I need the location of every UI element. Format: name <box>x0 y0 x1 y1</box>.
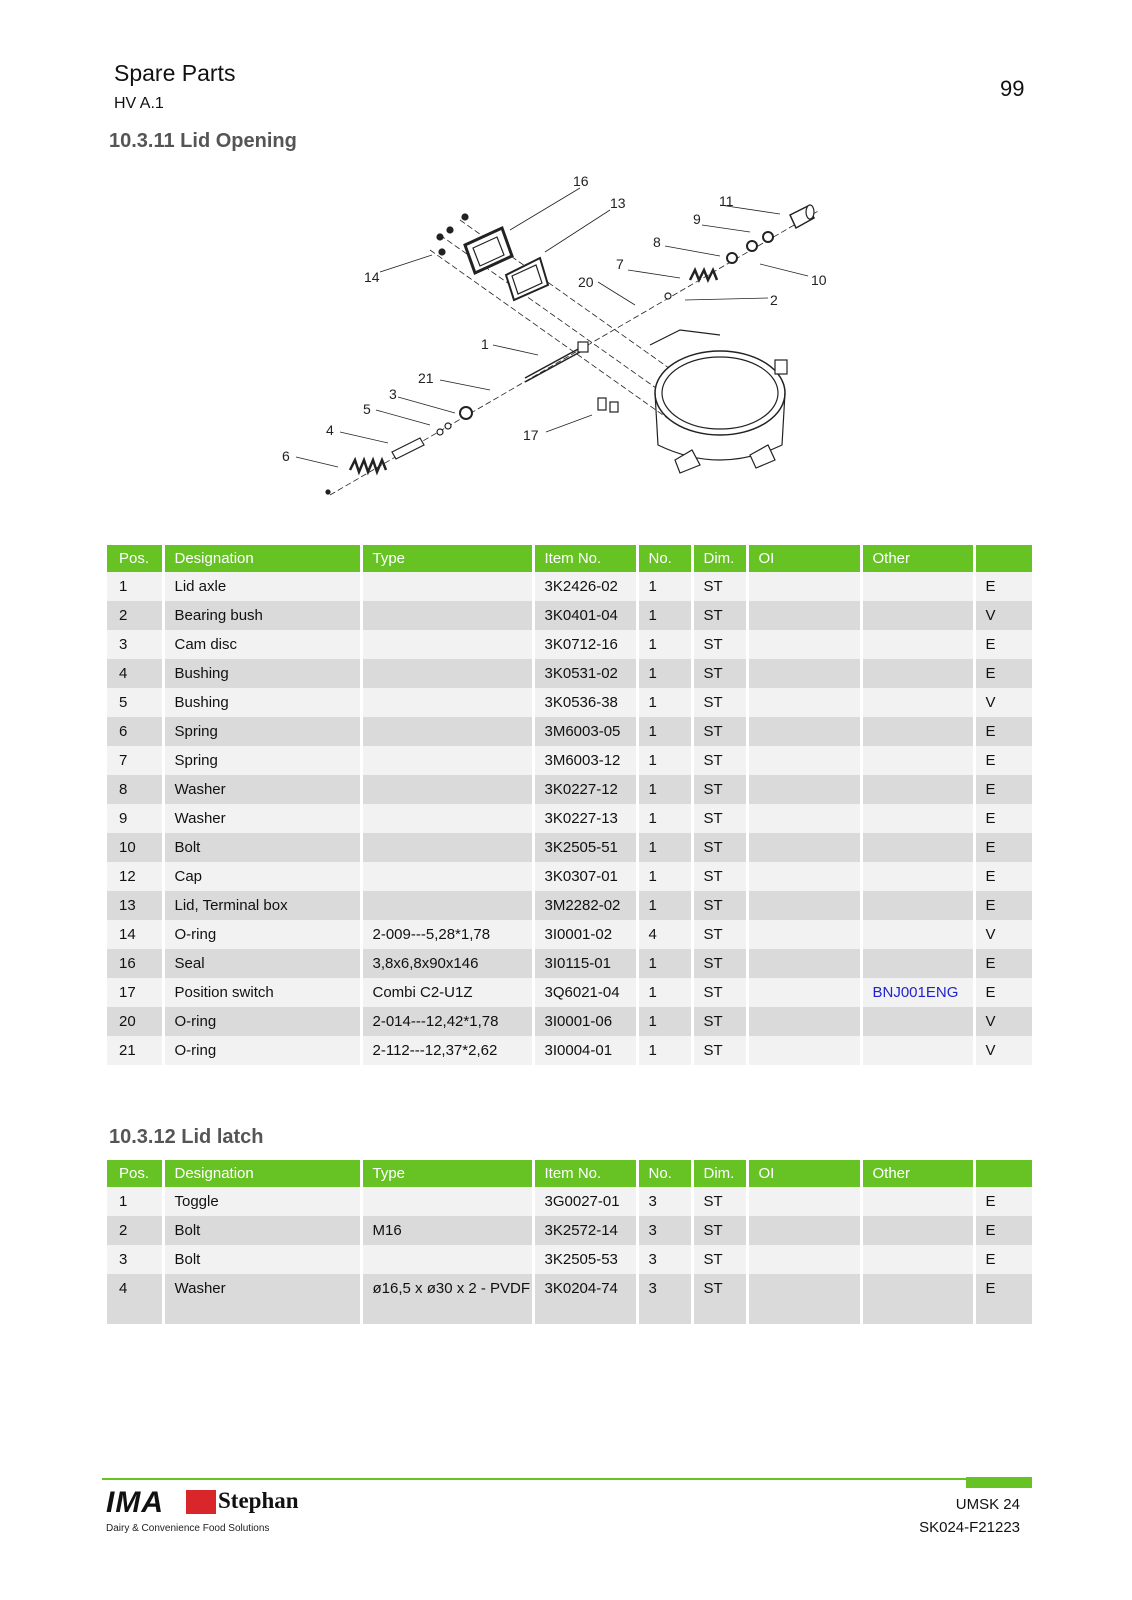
table-cell <box>747 1007 861 1036</box>
parts-table-lid-opening <box>107 545 1032 1065</box>
table-cell: 3K0712-16 <box>533 630 637 659</box>
table-cell: ST <box>692 746 747 775</box>
table-cell: ST <box>692 949 747 978</box>
table-cell: Cap <box>163 862 361 891</box>
table-row <box>107 949 1032 978</box>
table-cell: ST <box>692 804 747 833</box>
table-cell: 17 <box>107 978 163 1007</box>
footer-doc-number: SK024-F21223 <box>919 1519 1020 1536</box>
callout-2: 2 <box>770 292 778 308</box>
table-cell: Spring <box>163 746 361 775</box>
table-cell: E <box>974 746 1032 775</box>
table-cell: 3K0531-02 <box>533 659 637 688</box>
table-cell: 3I0001-02 <box>533 920 637 949</box>
table-cell: E <box>974 833 1032 862</box>
table-cell <box>747 601 861 630</box>
column-header: Item No. <box>533 545 637 572</box>
table-cell: Cam disc <box>163 630 361 659</box>
table-cell: 3K0227-12 <box>533 775 637 804</box>
table-cell: V <box>974 601 1032 630</box>
table-cell <box>361 659 533 688</box>
callout-10: 10 <box>811 272 827 288</box>
table-cell: 12 <box>107 862 163 891</box>
table-cell <box>361 688 533 717</box>
column-header: OI <box>747 1160 861 1187</box>
callout-16: 16 <box>573 173 589 189</box>
column-header: OI <box>747 545 861 572</box>
callout-3: 3 <box>389 386 397 402</box>
table-cell <box>861 1187 974 1216</box>
table-cell <box>361 1187 533 1216</box>
table-row <box>107 1187 1032 1216</box>
table-cell: V <box>974 920 1032 949</box>
table-row <box>107 804 1032 833</box>
table-cell <box>747 1245 861 1274</box>
table-cell: E <box>974 572 1032 601</box>
table-cell <box>361 833 533 862</box>
table-row <box>107 1007 1032 1036</box>
table-row <box>107 920 1032 949</box>
table-cell: Combi C2-U1Z <box>361 978 533 1007</box>
table-cell: 3G0027-01 <box>533 1187 637 1216</box>
table-cell: ST <box>692 688 747 717</box>
table-cell: 3M2282-02 <box>533 891 637 920</box>
table-cell: Lid axle <box>163 572 361 601</box>
table-cell: E <box>974 978 1032 1007</box>
table-cell <box>747 688 861 717</box>
table-cell: 7 <box>107 746 163 775</box>
table-cell: E <box>974 862 1032 891</box>
page-number: 99 <box>1000 76 1025 101</box>
table-cell <box>747 717 861 746</box>
table-cell: ST <box>692 717 747 746</box>
table-cell: 9 <box>107 804 163 833</box>
table-cell: E <box>974 775 1032 804</box>
ima-stephan-logo <box>106 1486 299 1536</box>
table-cell: 1 <box>637 746 692 775</box>
column-header: Dim. <box>692 1160 747 1187</box>
table-cell <box>361 1245 533 1274</box>
table-cell: 21 <box>107 1036 163 1065</box>
table-cell <box>861 1036 974 1065</box>
table-cell <box>861 601 974 630</box>
callout-13: 13 <box>610 195 626 211</box>
table-cell: 3 <box>637 1245 692 1274</box>
table-cell: Position switch <box>163 978 361 1007</box>
table-cell: 3I0001-06 <box>533 1007 637 1036</box>
table-cell: ST <box>692 1036 747 1065</box>
footer-doc-code: UMSK 24 <box>955 1496 1020 1513</box>
table-cell <box>861 1245 974 1274</box>
table-cell: ST <box>692 630 747 659</box>
callout-7: 7 <box>616 256 624 272</box>
logo-red-slash <box>186 1490 216 1514</box>
table-cell: E <box>974 630 1032 659</box>
table-cell: Bushing <box>163 688 361 717</box>
table-cell: 1 <box>637 978 692 1007</box>
table-cell: 3 <box>107 630 163 659</box>
table-cell <box>861 1216 974 1245</box>
table-cell: Bearing bush <box>163 601 361 630</box>
table-cell <box>861 833 974 862</box>
column-header: Designation <box>163 545 361 572</box>
table-cell: 1 <box>637 601 692 630</box>
column-header: Other <box>861 1160 974 1187</box>
table-cell <box>747 891 861 920</box>
header-title: Spare Parts <box>114 60 236 86</box>
logo-ima-mark: IMA <box>106 1486 164 1519</box>
table-cell: V <box>974 1036 1032 1065</box>
table-row <box>107 891 1032 920</box>
table-row <box>107 775 1032 804</box>
table-cell: 4 <box>107 659 163 688</box>
table-row <box>107 1274 1032 1324</box>
table-row <box>107 1216 1032 1245</box>
table-cell: 1 <box>637 862 692 891</box>
table-cell: 3K2505-53 <box>533 1245 637 1274</box>
table-cell: 2-009---5,28*1,78 <box>361 920 533 949</box>
callout-8: 8 <box>653 234 661 250</box>
table-cell <box>861 862 974 891</box>
table-cell: Bolt <box>163 1245 361 1274</box>
table-cell: ST <box>692 1187 747 1216</box>
table-cell: M16 <box>361 1216 533 1245</box>
table-cell: ST <box>692 1274 747 1324</box>
table-cell: E <box>974 1187 1032 1216</box>
table-cell <box>747 920 861 949</box>
table-cell: 3K0536-38 <box>533 688 637 717</box>
table-cell: 4 <box>637 920 692 949</box>
table-cell: ø16,5 x ø30 x 2 - PVDF <box>361 1274 533 1324</box>
table-row <box>107 1036 1032 1065</box>
table-row <box>107 833 1032 862</box>
table-cell: 2-014---12,42*1,78 <box>361 1007 533 1036</box>
table-cell <box>747 1274 861 1324</box>
doc-reference-link[interactable]: BNJ001ENG <box>861 978 974 1007</box>
table-cell <box>861 891 974 920</box>
table-row <box>107 601 1032 630</box>
table-cell: Seal <box>163 949 361 978</box>
table-cell: ST <box>692 1245 747 1274</box>
callout-17: 17 <box>523 427 539 443</box>
logo-stephan-mark: Stephan <box>218 1488 299 1513</box>
table-cell: 16 <box>107 949 163 978</box>
table-cell <box>361 891 533 920</box>
table-cell: 13 <box>107 891 163 920</box>
table-cell: Toggle <box>163 1187 361 1216</box>
table-cell <box>361 862 533 891</box>
table-row <box>107 688 1032 717</box>
table-cell: 1 <box>637 717 692 746</box>
table-cell: ST <box>692 891 747 920</box>
table-cell: ST <box>692 659 747 688</box>
column-header: Pos. <box>107 545 163 572</box>
table-cell: ST <box>692 1007 747 1036</box>
section-heading-lid-opening: 10.3.11 Lid Opening <box>109 130 297 152</box>
table-cell <box>861 630 974 659</box>
table-cell <box>361 717 533 746</box>
table-row <box>107 862 1032 891</box>
logo-tagline: Dairy & Convenience Food Solutions <box>106 1523 270 1534</box>
table-cell: 3 <box>637 1187 692 1216</box>
table-cell: 3I0115-01 <box>533 949 637 978</box>
table-cell: 1 <box>107 1187 163 1216</box>
column-header: No. <box>637 545 692 572</box>
table-cell: Washer <box>163 804 361 833</box>
table-cell: 3I0004-01 <box>533 1036 637 1065</box>
table-cell: Washer <box>163 1274 361 1324</box>
table-cell <box>747 949 861 978</box>
callout-4: 4 <box>326 422 334 438</box>
table-cell: 3 <box>637 1274 692 1324</box>
table-cell: O-ring <box>163 1036 361 1065</box>
callout-5: 5 <box>363 401 371 417</box>
table-cell: Lid, Terminal box <box>163 891 361 920</box>
parts-table-lid-latch <box>107 1160 1032 1324</box>
table-cell <box>747 775 861 804</box>
table-cell <box>747 978 861 1007</box>
column-header <box>974 1160 1032 1187</box>
table-cell <box>747 630 861 659</box>
table-cell: 20 <box>107 1007 163 1036</box>
column-header: Dim. <box>692 545 747 572</box>
table-cell: ST <box>692 920 747 949</box>
table-cell: 10 <box>107 833 163 862</box>
table-cell: 3K0227-13 <box>533 804 637 833</box>
table-cell <box>861 572 974 601</box>
table-cell <box>861 1007 974 1036</box>
table-cell: 3 <box>637 1216 692 1245</box>
table-cell: 1 <box>637 833 692 862</box>
table-cell <box>861 1274 974 1324</box>
table-cell: O-ring <box>163 1007 361 1036</box>
column-header: No. <box>637 1160 692 1187</box>
table-cell: 4 <box>107 1274 163 1324</box>
callout-14: 14 <box>364 269 380 285</box>
table-cell: 1 <box>637 1036 692 1065</box>
table-cell: 2 <box>107 1216 163 1245</box>
table-cell: 3K0401-04 <box>533 601 637 630</box>
column-header: Item No. <box>533 1160 637 1187</box>
table-row <box>107 978 1032 1007</box>
table-cell: 2 <box>107 601 163 630</box>
footer-divider <box>102 1478 1032 1480</box>
table-cell: 1 <box>637 688 692 717</box>
table-cell <box>861 804 974 833</box>
table-cell: E <box>974 1245 1032 1274</box>
table-cell: E <box>974 949 1032 978</box>
table-cell: ST <box>692 1216 747 1245</box>
section-heading-lid-latch: 10.3.12 Lid latch <box>109 1126 264 1148</box>
table-cell: ST <box>692 601 747 630</box>
table-row <box>107 746 1032 775</box>
table-cell: Spring <box>163 717 361 746</box>
table-cell <box>747 862 861 891</box>
column-header: Pos. <box>107 1160 163 1187</box>
table-cell: ST <box>692 775 747 804</box>
callout-21: 21 <box>418 370 434 386</box>
column-header <box>974 545 1032 572</box>
table-cell: 3Q6021-04 <box>533 978 637 1007</box>
table-cell: 14 <box>107 920 163 949</box>
table-cell: 3M6003-12 <box>533 746 637 775</box>
table-cell <box>861 746 974 775</box>
table-cell: ST <box>692 862 747 891</box>
footer-accent-tab <box>966 1477 1032 1488</box>
table-cell: E <box>974 1216 1032 1245</box>
table-row <box>107 659 1032 688</box>
exploded-view-diagram <box>280 170 860 520</box>
table-cell: 3K0204-74 <box>533 1274 637 1324</box>
table-cell: Bolt <box>163 833 361 862</box>
header-subtitle: HV A.1 <box>114 95 164 112</box>
table-header-row <box>107 545 1032 572</box>
callout-20: 20 <box>578 274 594 290</box>
table-cell: E <box>974 659 1032 688</box>
table-cell: 1 <box>637 659 692 688</box>
table-cell <box>361 804 533 833</box>
table-cell: V <box>974 1007 1032 1036</box>
table-cell: 6 <box>107 717 163 746</box>
table-cell: 3 <box>107 1245 163 1274</box>
table-cell: E <box>974 1274 1032 1324</box>
table-row <box>107 630 1032 659</box>
table-cell <box>861 920 974 949</box>
table-cell: 5 <box>107 688 163 717</box>
table-row <box>107 572 1032 601</box>
table-cell: ST <box>692 978 747 1007</box>
table-cell <box>861 659 974 688</box>
table-cell <box>747 804 861 833</box>
table-cell: E <box>974 717 1032 746</box>
table-cell: Bolt <box>163 1216 361 1245</box>
table-row <box>107 1245 1032 1274</box>
column-header: Other <box>861 545 974 572</box>
table-cell: Bushing <box>163 659 361 688</box>
table-row <box>107 717 1032 746</box>
table-cell <box>361 775 533 804</box>
table-cell: 1 <box>107 572 163 601</box>
table-cell <box>747 1187 861 1216</box>
table-cell: 2-112---12,37*2,62 <box>361 1036 533 1065</box>
callout-9: 9 <box>693 211 701 227</box>
table-cell: ST <box>692 833 747 862</box>
table-cell <box>361 746 533 775</box>
table-cell: 1 <box>637 630 692 659</box>
callout-11: 11 <box>719 193 734 209</box>
table-cell <box>747 572 861 601</box>
table-cell <box>747 833 861 862</box>
table-header-row <box>107 1160 1032 1187</box>
table-cell: 1 <box>637 1007 692 1036</box>
table-cell <box>861 949 974 978</box>
table-cell: 3K2572-14 <box>533 1216 637 1245</box>
table-cell: 3K2426-02 <box>533 572 637 601</box>
callout-1: 1 <box>481 336 489 352</box>
table-cell <box>747 1216 861 1245</box>
table-cell <box>747 746 861 775</box>
column-header: Type <box>361 1160 533 1187</box>
table-cell: 3K0307-01 <box>533 862 637 891</box>
table-cell: V <box>974 688 1032 717</box>
table-cell: 3M6003-05 <box>533 717 637 746</box>
table-cell <box>361 630 533 659</box>
table-cell: O-ring <box>163 920 361 949</box>
table-cell: Washer <box>163 775 361 804</box>
table-cell: 1 <box>637 775 692 804</box>
table-cell: 3K2505-51 <box>533 833 637 862</box>
table-cell <box>747 659 861 688</box>
column-header: Designation <box>163 1160 361 1187</box>
table-cell <box>861 688 974 717</box>
column-header: Type <box>361 545 533 572</box>
table-cell: 1 <box>637 891 692 920</box>
table-cell: E <box>974 804 1032 833</box>
table-cell: E <box>974 891 1032 920</box>
callout-6: 6 <box>282 448 290 464</box>
table-cell <box>861 717 974 746</box>
table-cell: 1 <box>637 949 692 978</box>
table-cell: 8 <box>107 775 163 804</box>
table-cell <box>861 775 974 804</box>
table-cell: ST <box>692 572 747 601</box>
table-cell: 3,8x6,8x90x146 <box>361 949 533 978</box>
table-cell: 1 <box>637 804 692 833</box>
table-cell <box>361 572 533 601</box>
table-cell: 1 <box>637 572 692 601</box>
table-cell <box>747 1036 861 1065</box>
table-cell <box>361 601 533 630</box>
